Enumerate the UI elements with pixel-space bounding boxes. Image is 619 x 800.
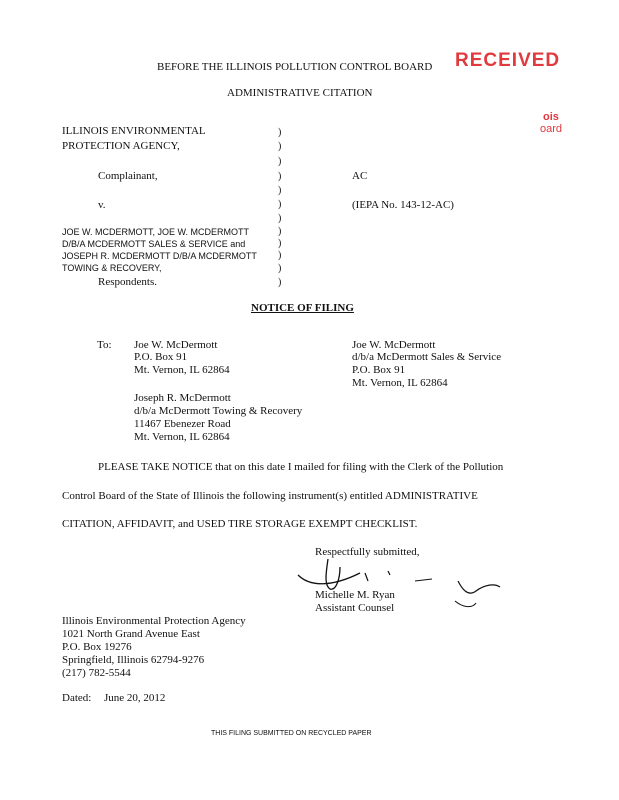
caption-paren: ): [278, 277, 282, 288]
addressee-1-line-1: Joe W. McDermott: [134, 339, 218, 351]
caption-paren: ): [278, 171, 282, 182]
closing: Respectfully submitted,: [315, 546, 420, 558]
complainant-line-2: PROTECTION AGENCY,: [62, 140, 180, 152]
respondent-line-4: TOWING & RECOVERY,: [62, 263, 162, 273]
versus-label: v.: [98, 199, 106, 211]
addressee-1-line-2: P.O. Box 91: [134, 351, 188, 363]
document-type-heading: ADMINISTRATIVE CITATION: [227, 87, 373, 99]
addressee-2-line-3: P.O. Box 91: [352, 364, 406, 376]
caption-paren: ): [278, 263, 282, 274]
agency-line-4: Springfield, Illinois 62794-9276: [62, 654, 205, 666]
caption-paren: ): [278, 213, 282, 224]
caption-paren: ): [278, 199, 282, 210]
case-number-ac: AC: [352, 170, 368, 182]
caption-paren: ): [278, 141, 282, 152]
addressee-3-line-4: Mt. Vernon, IL 62864: [134, 431, 230, 443]
caption-paren: ): [278, 127, 282, 138]
respondent-line-3: JOSEPH R. MCDERMOTT D/B/A MCDERMOTT: [62, 251, 257, 261]
received-stamp-line2: ois: [543, 111, 559, 123]
addressee-1-line-3: Mt. Vernon, IL 62864: [134, 364, 230, 376]
court-heading: BEFORE THE ILLINOIS POLLUTION CONTROL BOARD: [157, 61, 433, 73]
to-label: To:: [97, 339, 112, 351]
signer-title: Assistant Counsel: [315, 602, 395, 614]
agency-line-3: P.O. Box 19276: [62, 641, 132, 653]
dated-label: Dated:: [62, 692, 92, 704]
caption-paren: ): [278, 238, 282, 249]
respondent-line-2: D/B/A MCDERMOTT SALES & SERVICE and: [62, 239, 246, 249]
notice-title: NOTICE OF FILING: [251, 302, 354, 314]
addressee-3-line-1: Joseph R. McDermott: [134, 392, 231, 404]
addressee-2-line-2: d/b/a McDermott Sales & Service: [352, 351, 502, 363]
agency-line-5: (217) 782-5544: [62, 667, 131, 679]
addressee-3-line-3: 11467 Ebenezer Road: [134, 418, 231, 430]
complainant-label: Complainant,: [98, 170, 158, 182]
received-stamp-line3: oard: [540, 123, 563, 135]
caption-paren: ): [278, 185, 282, 196]
body-line-2: Control Board of the State of Illinois the following instrument(s) entitled ADMINISTRATIVE: [62, 490, 478, 502]
agency-line-2: 1021 North Grand Avenue East: [62, 628, 200, 640]
caption-paren: ): [278, 226, 282, 237]
dated-value: June 20, 2012: [104, 692, 166, 704]
case-number-iepa: (IEPA No. 143-12-AC): [352, 199, 454, 211]
body-line-1: PLEASE TAKE NOTICE that on this date I mailed for filing with the Clerk of the Pollution: [98, 461, 504, 473]
recycled-paper-footer: THIS FILING SUBMITTED ON RECYCLED PAPER: [211, 730, 372, 737]
addressee-2-line-1: Joe W. McDermott: [352, 339, 436, 351]
addressee-2-line-4: Mt. Vernon, IL 62864: [352, 377, 448, 389]
signer-name: Michelle M. Ryan: [315, 589, 395, 601]
received-stamp: RECEIVED: [455, 50, 561, 71]
respondent-line-1: JOE W. MCDERMOTT, JOE W. MCDERMOTT: [62, 227, 249, 237]
caption-paren: ): [278, 156, 282, 167]
caption-paren: ): [278, 250, 282, 261]
body-line-3: CITATION, AFFIDAVIT, and USED TIRE STORAGE EXEMPT CHECKLIST.: [62, 518, 418, 530]
complainant-line-1: ILLINOIS ENVIRONMENTAL: [62, 125, 206, 137]
agency-line-1: Illinois Environmental Protection Agency: [62, 615, 246, 627]
addressee-3-line-2: d/b/a McDermott Towing & Recovery: [134, 405, 303, 417]
respondents-label: Respondents.: [98, 276, 157, 288]
